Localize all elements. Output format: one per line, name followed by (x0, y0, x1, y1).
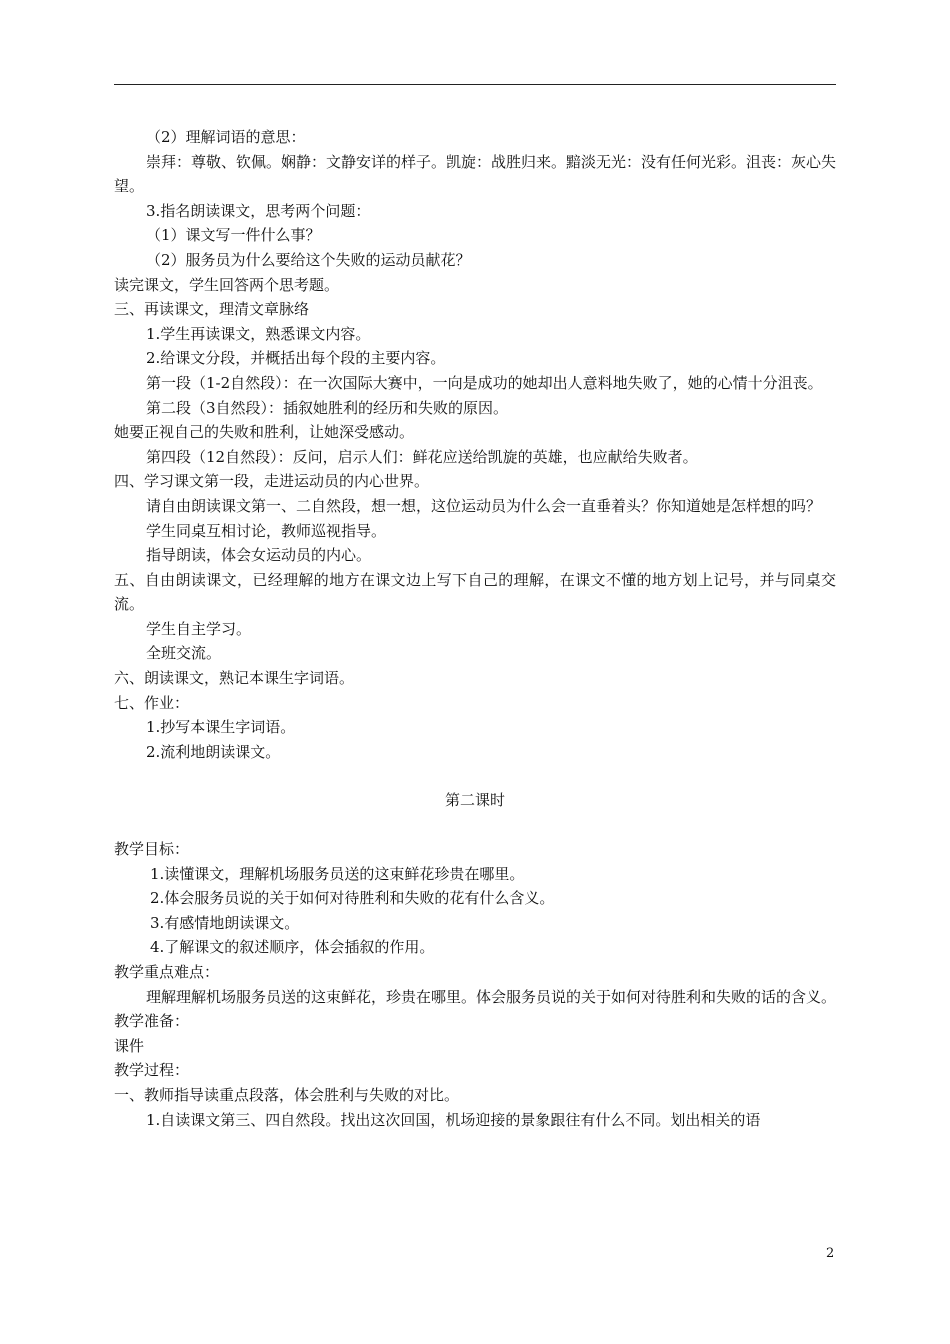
text-line: 教学重点难点： (114, 963, 220, 981)
section-heading: 三、再读课文，理清文章脉络 (114, 300, 310, 319)
text-line: （1）课文写一件什么事？ (146, 226, 321, 245)
text-line: 2.体会服务员说的关于如何对待胜利和失败的花有什么含义。 (150, 889, 555, 908)
text-line: 1.抄写本课生字词语。 (146, 718, 296, 737)
section-title: 第二课时 (444, 791, 505, 810)
text-line: 2.给课文分段，并概括出每个段的主要内容。 (146, 349, 446, 368)
text-line: 她要正视自己的失败和胜利，让她深受感动。 (114, 423, 415, 442)
text-line: 课件 (114, 1036, 145, 1055)
text-line: （2）理解词语的意思： (146, 128, 306, 146)
text-line: 学生同桌互相讨论，教师巡视指导。 (146, 521, 387, 540)
text-line: 全班交流。 (146, 644, 222, 663)
document-body (114, 125, 836, 1132)
section-heading: 五、自由朗读课文，已经理解的地方在课文边上写下自己的理解，在课文不懂的地方划上记号，并与同桌交流。 (114, 570, 836, 614)
text-line: 指导朗读，体会女运动员的内心。 (146, 546, 372, 565)
text-line: 读完课文，学生回答两个思考题。 (114, 275, 340, 294)
section-heading: 四、学习课文第一段，走进运动员的内心世界。 (114, 472, 430, 491)
text-line: 1.自读课文第三、四自然段。找出这次回国，机场迎接的景象跟往有什么不同。划出相关的语 (146, 1110, 761, 1129)
section-heading: 六、朗读课文，熟记本课生字词语。 (114, 669, 355, 688)
text-line: 2.流利地朗读课文。 (146, 742, 281, 761)
spacer (114, 813, 836, 837)
text-line: 第四段（12自然段）：反问，启示人们：鲜花应送给凯旋的英雄，也应献给失败者。 (146, 447, 698, 466)
text-line: 3.有感情地朗读课文。 (150, 913, 300, 932)
text-line: 学生自主学习。 (146, 619, 252, 638)
text-paragraph: 请自由朗读课文第一、二自然段，想一想，这位运动员为什么会一直垂着头？你知道她是怎样想的吗？ (146, 496, 822, 515)
text-line: 1.学生再读课文，熟悉课文内容。 (146, 324, 371, 343)
page-number: 2 (826, 1246, 835, 1261)
text-line: 4.了解课文的叙述顺序，体会插叙的作用。 (150, 938, 435, 957)
header-rule (114, 84, 836, 85)
text-line: 教学过程： (114, 1061, 190, 1080)
text-paragraph: 第一段（1-2自然段）：在一次国际大赛中，一向是成功的她却出人意料地失败了，她的心情十分沮丧。 (146, 373, 823, 392)
text-line: 教学准备： (114, 1012, 190, 1031)
text-line: 第二段（3自然段）：插叙她胜利的经历和失败的原因。 (146, 398, 509, 417)
text-line: （2）服务员为什么要给这个失败的运动员献花？ (146, 250, 471, 269)
section-heading: 七、作业： (114, 693, 190, 712)
text-line: 3.指名朗读课文，思考两个问题： (146, 201, 371, 220)
text-paragraph: 理解理解机场服务员送的这束鲜花，珍贵在哪里。体会服务员说的关于如何对待胜利和失败的话的含义。 (146, 987, 837, 1006)
spacer (114, 764, 836, 788)
text-line: 教学目标： (114, 840, 190, 859)
text-line: 1.读懂课文，理解机场服务员送的这束鲜花珍贵在哪里。 (150, 864, 525, 883)
text-paragraph: 崇拜：尊敬、钦佩。娴静：文静安详的样子。凯旋：战胜归来。黯淡无光：没有任何光彩。沮丧：灰心失望。 (114, 152, 837, 196)
section-heading: 一、教师指导读重点段落，体会胜利与失败的对比。 (114, 1085, 460, 1104)
